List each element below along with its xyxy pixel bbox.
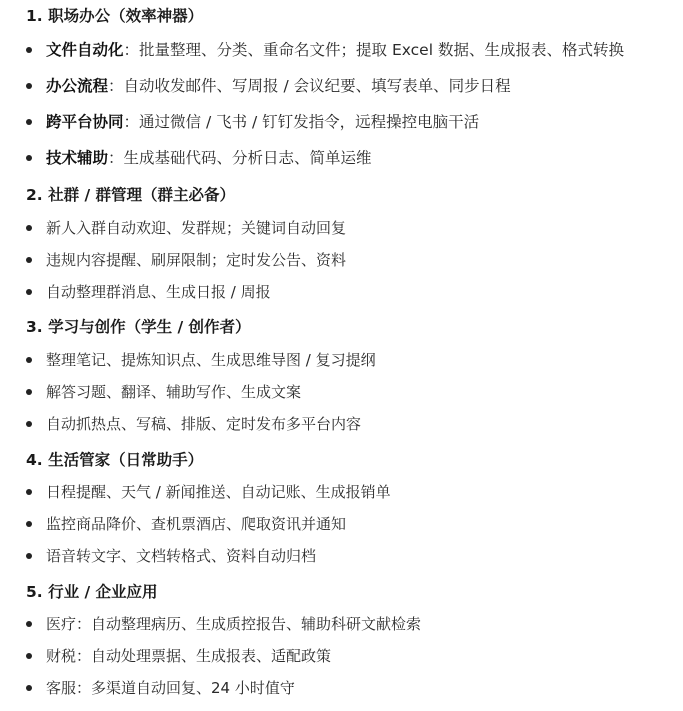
item-separator: ： <box>108 77 124 95</box>
list-item-text: 新人入群自动欢迎、发群规；关键词自动回复 <box>46 219 347 237</box>
section-heading-life: 4. 生活管家（日常助手） <box>26 451 204 469</box>
list-item-text: 违规内容提醒、刷屏限制；定时发公告、资料 <box>46 251 347 269</box>
list-item-text <box>46 112 479 132</box>
list-item-text: 自动抓热点、写稿、排版、定时发布多平台内容 <box>46 415 362 433</box>
bullet-dot-icon <box>26 47 32 53</box>
section-heading-learning: 3. 学习与创作（学生 / 创作者） <box>26 318 251 336</box>
list-item-text <box>46 40 624 60</box>
bullet-dot-icon <box>26 257 32 263</box>
item-separator: ： <box>123 41 140 59</box>
item-label: 办公流程 <box>46 77 109 95</box>
item-description: 通过微信 / 飞书 / 钉钉发指令，远程操控电脑干活 <box>139 113 480 131</box>
item-separator: ： <box>108 149 124 167</box>
bullet-dot-icon <box>26 225 32 231</box>
bullet-dot-icon <box>26 357 32 363</box>
list-item-text: 解答习题、翻译、辅助写作、生成文案 <box>46 383 302 401</box>
list-item-text: 财税：自动处理票据、生成报表、适配政策 <box>46 647 332 665</box>
section-heading-community: 2. 社群 / 群管理（群主必备） <box>26 186 236 204</box>
bullet-dot-icon <box>26 653 32 659</box>
bullet-dot-icon <box>26 83 32 89</box>
section-heading-industry: 5. 行业 / 企业应用 <box>26 583 158 601</box>
item-label: 文件自动化 <box>46 41 124 59</box>
list-item-text: 整理笔记、提炼知识点、生成思维导图 / 复习提纲 <box>46 351 376 369</box>
bullet-dot-icon <box>26 119 32 125</box>
list-item-text: 客服：多渠道自动回复、24 小时值守 <box>46 679 295 697</box>
bullet-dot-icon <box>26 389 32 395</box>
item-label: 跨平台协同 <box>46 113 124 131</box>
bullet-dot-icon <box>26 155 32 161</box>
item-separator: ： <box>123 113 140 131</box>
list-item-text: 医疗：自动整理病历、生成质控报告、辅助科研文献检索 <box>46 615 422 633</box>
item-label: 技术辅助 <box>46 149 109 167</box>
list-item-text: 监控商品降价、查机票酒店、爬取资讯并通知 <box>46 515 347 533</box>
bullet-dot-icon <box>26 553 32 559</box>
list-item-text <box>46 76 511 96</box>
item-description: 自动收发邮件、写周报 / 会议纪要、填写表单、同步日程 <box>123 77 511 95</box>
list-item-text: 语音转文字、文档转格式、资料自动归档 <box>46 547 317 565</box>
item-description: 生成基础代码、分析日志、简单运维 <box>123 149 372 167</box>
bullet-dot-icon <box>26 685 32 691</box>
list-item-text <box>46 148 372 168</box>
list-item-text: 日程提醒、天气 / 新闻推送、自动记账、生成报销单 <box>46 483 391 501</box>
bullet-dot-icon <box>26 421 32 427</box>
bullet-dot-icon <box>26 289 32 295</box>
bullet-dot-icon <box>26 521 32 527</box>
list-item-text: 自动整理群消息、生成日报 / 周报 <box>46 283 271 301</box>
item-description: 批量整理、分类、重命名文件；提取 Excel 数据、生成报表、格式转换 <box>139 41 624 59</box>
bullet-dot-icon <box>26 489 32 495</box>
section-heading-office: 1. 职场办公（效率神器） <box>26 7 204 25</box>
bullet-dot-icon <box>26 621 32 627</box>
